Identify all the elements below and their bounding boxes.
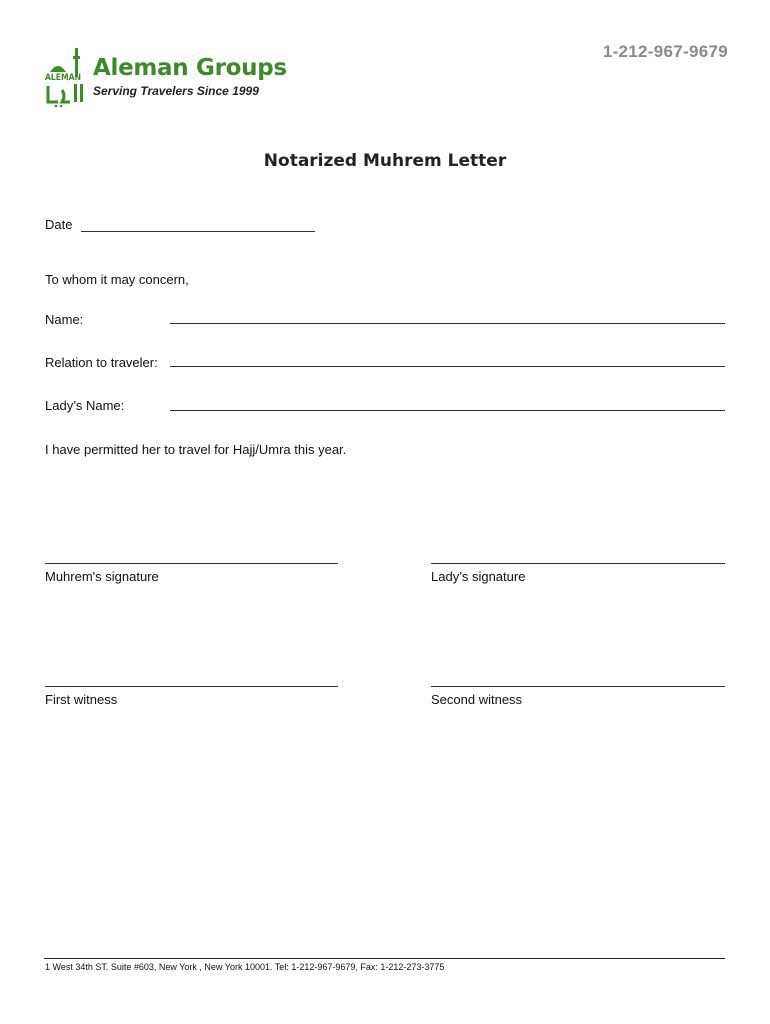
salutation: To whom it may concern, (45, 272, 189, 287)
footer-address: 1 West 34th ST. Suite #603, New York , New York 10001. Tel: 1-212-967-9679, Fax: 1-212-273-3775 (45, 962, 445, 972)
relation-field[interactable] (170, 366, 725, 367)
lady-name-label: Lady’s Name: (45, 398, 125, 413)
muhrem-signature-label: Muhrem's signature (45, 569, 159, 584)
brand-name: Aleman Groups (93, 55, 287, 81)
footer-divider (44, 958, 725, 959)
svg-text:ALEMAN: ALEMAN (45, 73, 81, 83)
date-field[interactable] (81, 231, 315, 232)
permission-statement: I have permitted her to travel for Hajj/Umra this year. (45, 442, 347, 457)
first-witness-label: First witness (45, 692, 118, 707)
muhrem-signature-line[interactable] (45, 563, 338, 564)
lady-signature-label: Lady’s signature (431, 569, 526, 584)
name-field[interactable] (170, 323, 725, 324)
lady-signature-line[interactable] (431, 563, 725, 564)
brand-tagline: Serving Travelers Since 1999 (93, 84, 259, 98)
second-witness-line[interactable] (431, 686, 725, 687)
relation-label: Relation to traveler: (45, 355, 158, 370)
date-label: Date (45, 217, 73, 232)
document-title: Notarized Muhrem Letter (263, 151, 507, 171)
phone-number: 1-212-967-9679 (602, 42, 728, 61)
second-witness-label: Second witness (431, 692, 523, 707)
lady-name-field[interactable] (170, 410, 725, 411)
aleman-logo-icon (44, 46, 86, 108)
first-witness-line[interactable] (45, 686, 338, 687)
name-label: Name: (45, 312, 84, 327)
